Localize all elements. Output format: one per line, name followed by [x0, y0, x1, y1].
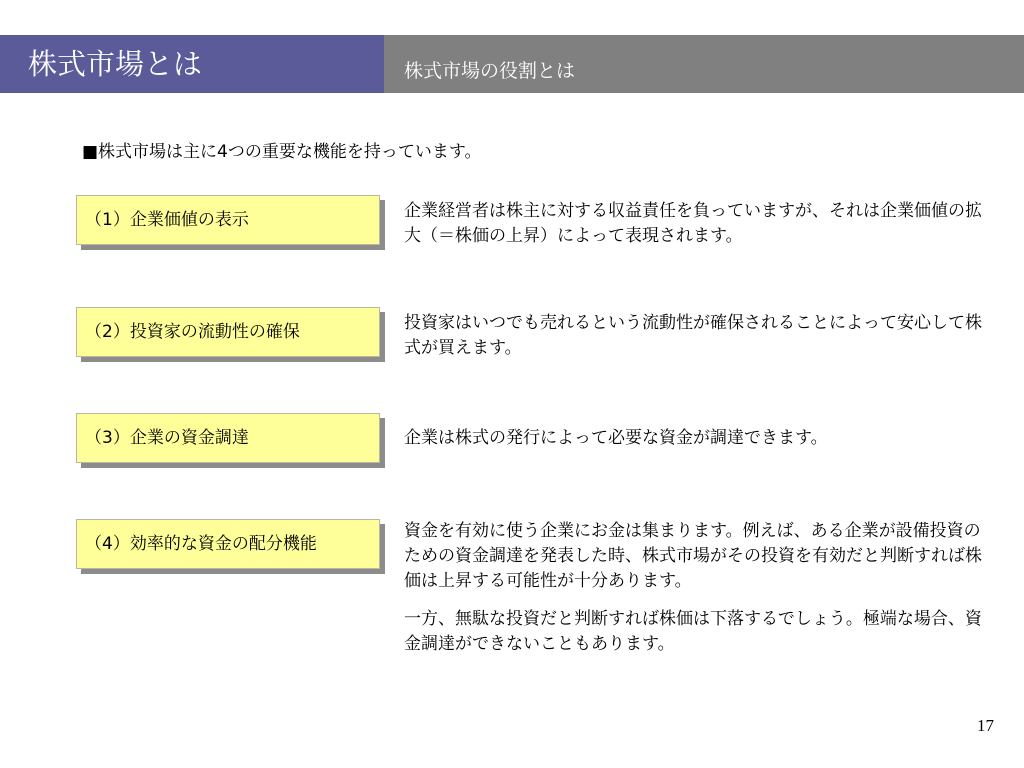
function-description-3	[404, 426, 994, 451]
page-number: 17	[977, 716, 994, 735]
section-title: 株式市場とは	[0, 35, 384, 93]
function-label-box-4: （4）効率的な資金の配分機能	[76, 519, 380, 569]
description-paragraph: 資金を有効に使う企業にお金は集まります。例えば、ある企業が設備投資のための資金調達を発表した時、株式市場がその投資を有効だと判断すれば株価は上昇する可能性が十分あります。	[404, 521, 982, 591]
description-paragraph: 企業経営者は株主に対する収益責任を負っていますが、それは企業価値の拡大（＝株価の上昇）によって表現されます。	[404, 201, 982, 246]
function-label-box-3: （3）企業の資金調達	[76, 413, 380, 463]
function-label-box-1: （1）企業価値の表示	[76, 195, 380, 245]
function-description-4	[404, 519, 994, 657]
function-label-box-2: （2）投資家の流動性の確保	[76, 307, 380, 357]
description-paragraph: 投資家はいつでも売れるという流動性が確保されることによって安心して株式が買えます。	[404, 313, 982, 358]
slide-subtitle: 株式市場の役割とは	[384, 35, 1024, 93]
function-description-2	[404, 311, 994, 361]
header-bar	[0, 35, 1024, 93]
description-paragraph: 一方、無駄な投資だと判断すれば株価は下落するでしょう。極端な場合、資金調達ができないこともあります。	[404, 609, 982, 654]
function-description-1	[404, 199, 994, 249]
description-paragraph: 企業は株式の発行によって必要な資金が調達できます。	[404, 428, 828, 448]
intro-text: ■株式市場は主に4つの重要な機能を持っています。	[82, 142, 482, 162]
